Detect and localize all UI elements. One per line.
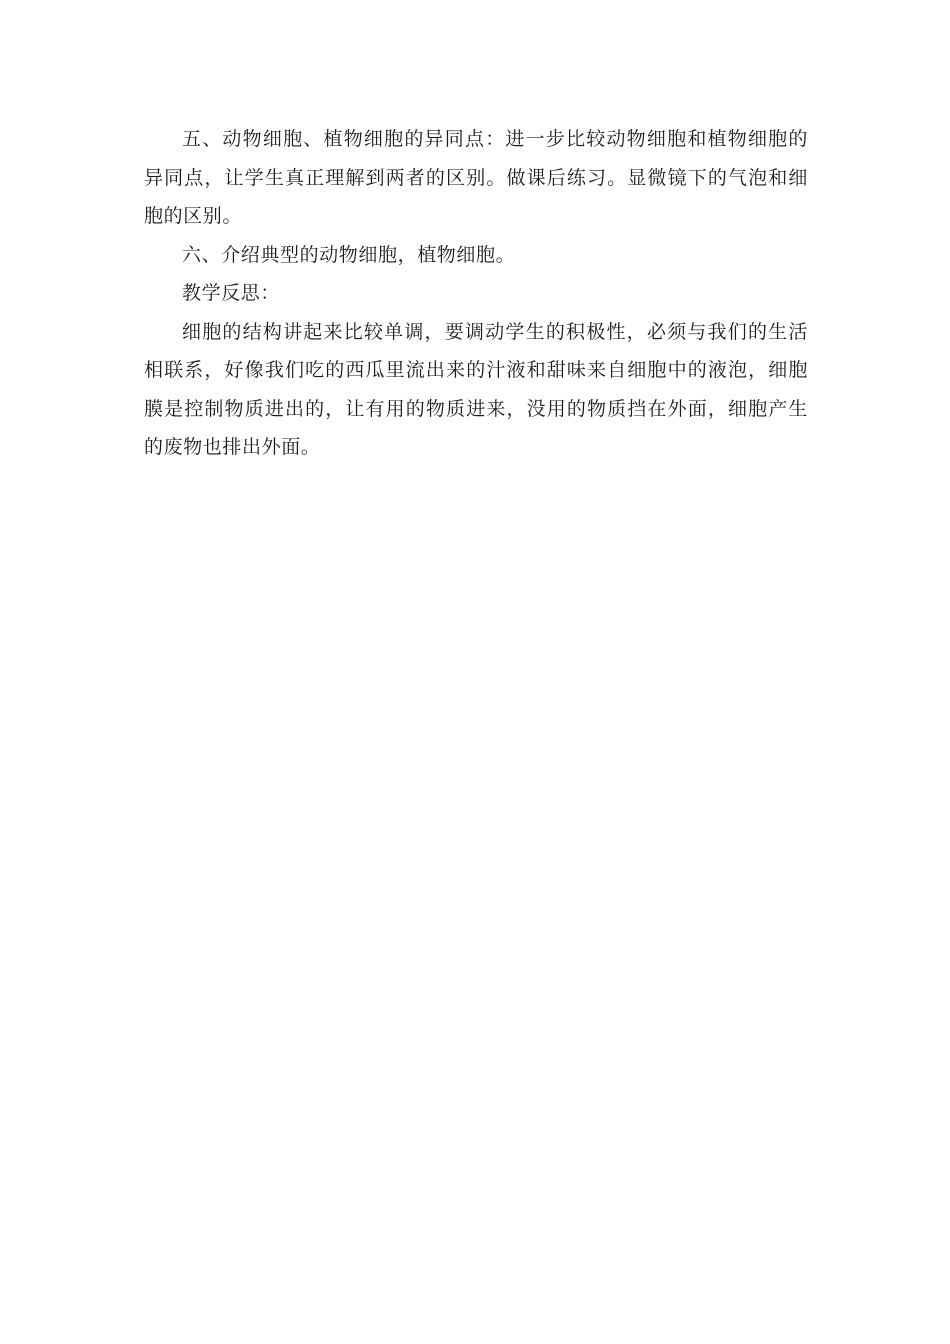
document-body <box>144 120 808 467</box>
heading-teaching-reflection: 教学反思： <box>182 282 281 304</box>
paragraph-cell-comparison: 五、动物细胞、植物细胞的异同点：进一步比较动物细胞和植物细胞的异同点，让学生真正理解到两者的区别。做课后练习。显微镜下的气泡和细胞的区别。 <box>144 128 808 227</box>
paragraph-reflection-body: 细胞的结构讲起来比较单调，要调动学生的积极性，必须与我们的生活相联系，好像我们吃的西瓜里流出来的汁液和甜味来自细胞中的液泡，细胞膜是控制物质进出的，让有用的物质进来，没用的物质挡在外面，细胞产生的废物也排出外面。 <box>144 320 808 458</box>
paragraph-typical-cells: 六、介绍典型的动物细胞，植物细胞。 <box>182 243 516 266</box>
